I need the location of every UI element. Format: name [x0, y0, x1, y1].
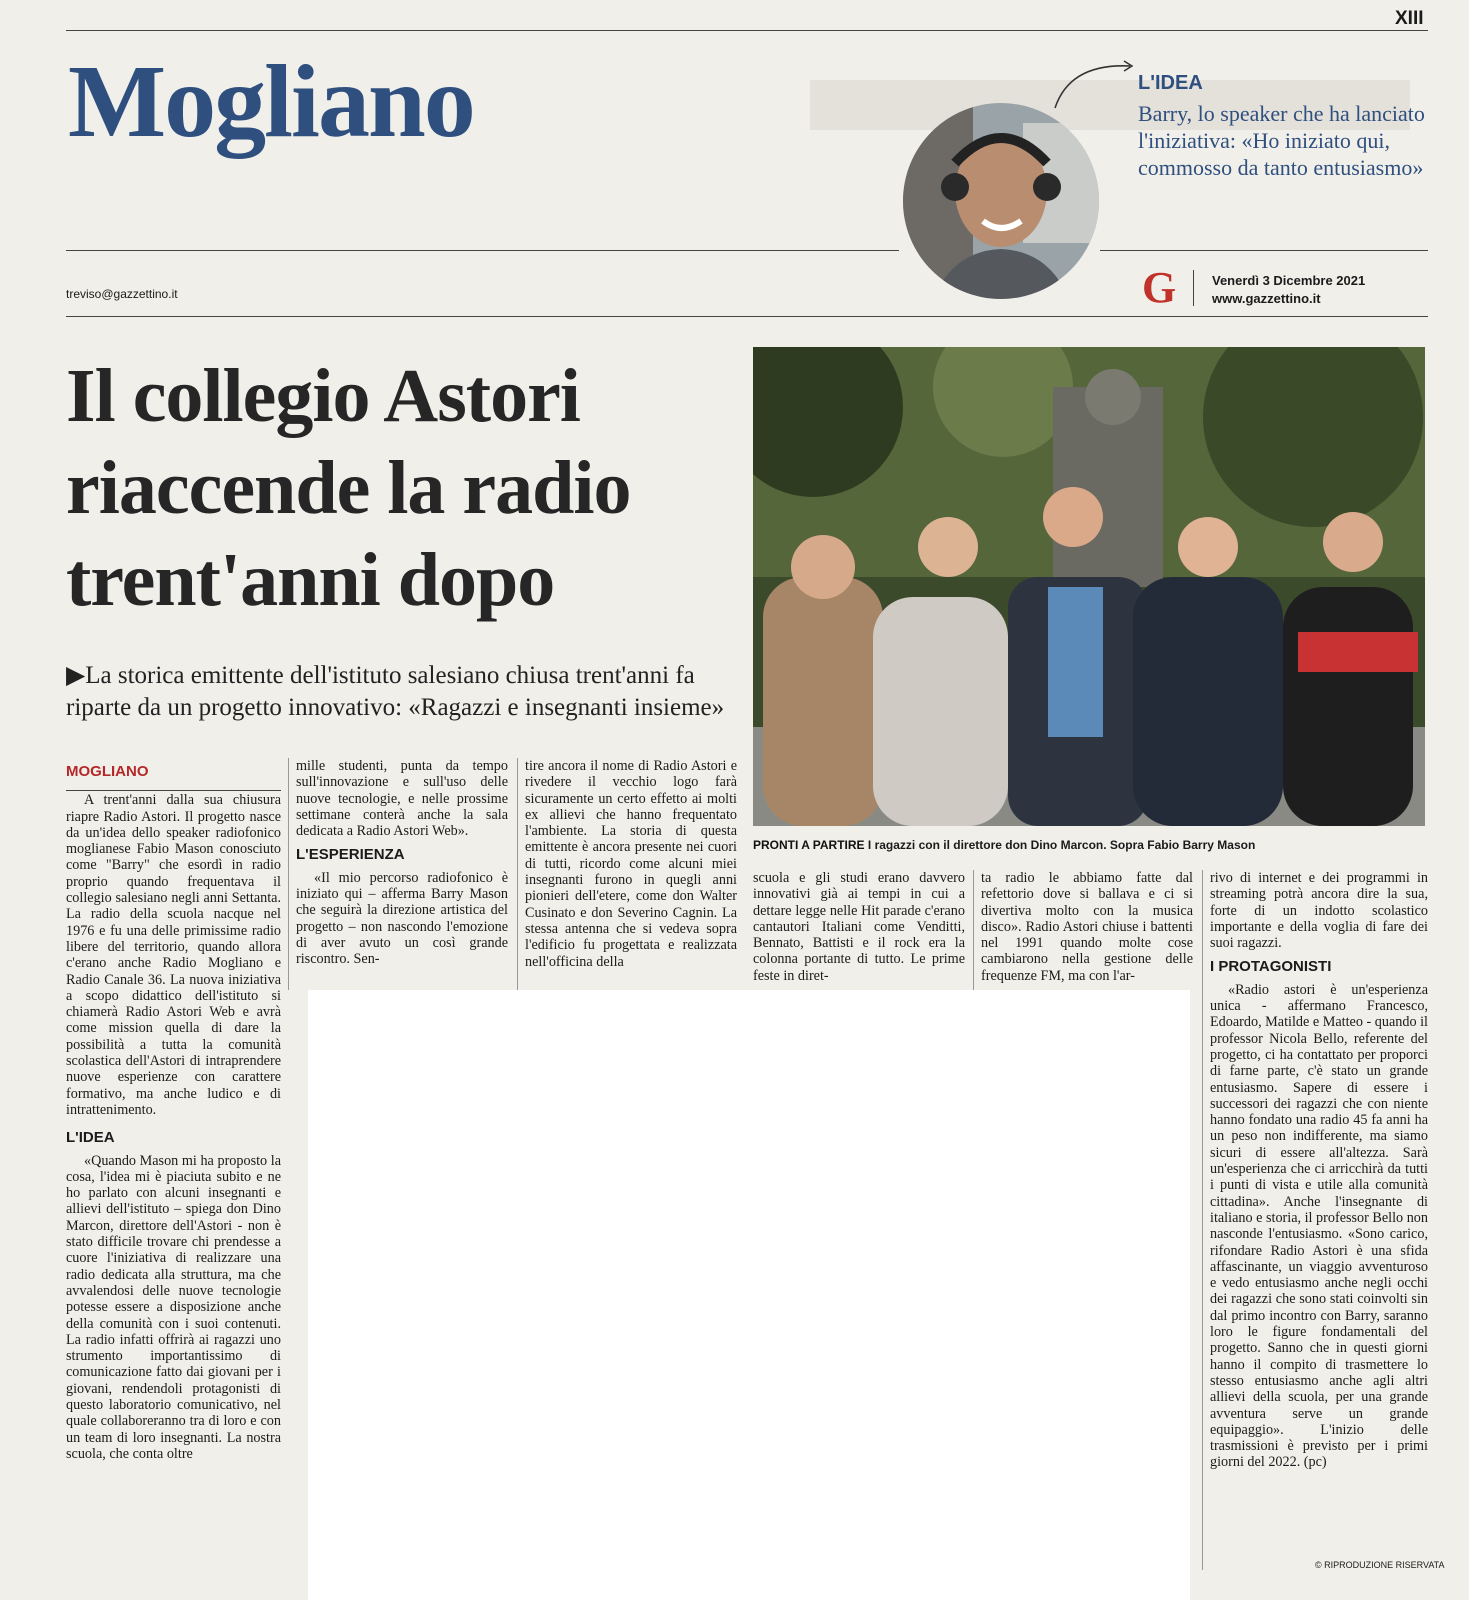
caption-text: I ragazzi con il direttore don Dino Marcon. Sopra Fabio Barry Mason [864, 838, 1256, 852]
dateline: MOGLIANO [66, 763, 149, 780]
sidebar-idea-text: Barry, lo speaker che ha lanciato l'iniziativa: «Ho iniziato qui, commosso da tanto entusiasmo» [1138, 101, 1425, 180]
issue-date: Venerdì 3 Dicembre 2021 [1212, 273, 1366, 288]
group-photo [753, 347, 1425, 826]
column-divider [1202, 870, 1203, 1570]
site-url[interactable]: www.gazzettino.it [1212, 291, 1321, 306]
col2-paragraph-2: «Il mio percorso radiofonico è iniziato qui – afferma Barry Mason che seguirà la direzione artistica del progetto – non nascondo l'emozione di aver avuto un così grande riscontro. Sen- [296, 869, 508, 968]
kicker-idea: L'IDEA [66, 1129, 115, 1147]
article-column-3 [525, 758, 737, 970]
col2-paragraph-1: mille studenti, punta da tempo sull'innovazione e sull'uso delle nuove tecnologie, e nelle prossime settimane conterà anche la sala dedicata a Radio Astori Web». [296, 758, 508, 840]
headline: Il collegio Astori riaccende la radio trent'anni dopo [66, 354, 631, 622]
speaker-portrait [903, 103, 1099, 299]
article-column-5 [981, 870, 1193, 984]
article-column-6 [1210, 870, 1428, 1471]
article-column-2 [296, 758, 508, 968]
logo-divider [1193, 270, 1194, 306]
article-column-1 [66, 764, 281, 1462]
column-divider [517, 758, 518, 990]
kicker-esperienza: L'ESPERIENZA [296, 846, 405, 864]
col1-paragraph-1: A trent'anni dalla sua chiusura riapre Radio Astori. Il progetto nasce da un'idea dello speaker radiofonico moglianese Fabio Mason conosciuto come "Barry" che esordì in radio proprio quando frequentava il collegio salesiano negli anni Settanta. La radio della scuola nacque nel 1976 e fu una delle primissime radio libere del territorio, quando allora c'erano anche Radio Mogliano e Radio Canale 36. La nuova iniziativa a scopo didattico dell'istituto si chiamerà Radio Astori Web e avrà come mission quella di dare la possibilità a tutta la comunità scolastica dell'Astori di intraprendere nuove esperienze con carattere formativo, ma anche ludico e di intrattenimento. [66, 792, 281, 1118]
photo-caption [753, 838, 1433, 852]
header-email[interactable]: treviso@gazzettino.it [66, 287, 178, 301]
blank-ad-area [308, 990, 1190, 1600]
col6-paragraph-1: rivo di internet e dei programmi in streaming potrà ancora dire la sua, forte di un indotto scolastico importante e della voglia di fare dei suoi ragazzi. [1210, 870, 1428, 952]
header-rule-left [66, 250, 899, 251]
column-divider [973, 870, 974, 990]
header-rule-bottom [66, 316, 1428, 317]
col4-paragraph-1: scuola e gli studi erano davvero innovativi già ai tempi in cui a dettare legge nelle Hit parade c'erano cantautori Italiani come Venditti, Bennato, Battisti e il rock era la colonna portante di tutto. Le prime feste in diret- [753, 870, 965, 984]
column-divider [288, 758, 289, 990]
section-title: Mogliano [68, 44, 474, 159]
header-rule-right [1100, 250, 1428, 251]
gazzettino-logo: G [1142, 263, 1177, 312]
caption-lead: PRONTI A PARTIRE [753, 838, 865, 852]
subheadline: ▶La storica emittente dell'istituto salesiano chiusa trent'anni fa riparte da un progetto innovativo: «Ragazzi e insegnanti insieme» [66, 662, 725, 721]
col1-paragraph-2: «Quando Mason mi ha proposto la cosa, l'idea mi è piaciuta subito e ne ho parlato con alcuni insegnanti e allievi dell'istituto – spiega don Dino Marcon, direttore dell'Astori - non è stato difficile trovare chi prendesse a cuore l'iniziativa di realizzare una radio dedicata alla struttura, ma che avvalendosi delle nuove tecnologie potesse essere a disposizione anche della comunità con i suoi contenuti. La radio infatti offrirà ai ragazzi uno strumento importantissimo di comunicazione fatto dai giovani per i giovani, rendendoli protagonisti di questo laboratorio comunicativo, nel quale collaboreranno tra di loro e con un team di loro insegnanti. La nostra scuola, che conta oltre [66, 1152, 281, 1462]
sidebar-idea-label: L'IDEA [1138, 72, 1203, 94]
col5-paragraph-1: ta radio le abbiamo fatte dal refettorio dove si ballava e ci si divertiva molto con la musica disco». Radio Astori chiuse i battenti nel 1991 quando molte cose cambiarono nella gestione delle frequenze FM, ma con l'ar- [981, 870, 1193, 984]
article-column-4 [753, 870, 965, 984]
col3-paragraph-1: tire ancora il nome di Radio Astori e rivedere il vecchio logo farà sicuramente un certo effetto ai molti ex allievi che hanno frequentato l'ambiente. La storia di questa emittente è ancora presente nei cuori di tutti, ricordo come alcuni miei insegnanti furono in quegli anni pionieri dell'etere, come don Walter Cusinato e don Severino Cagnin. La stessa antenna che si vedeva sopra l'edificio fu progettata e realizzata nell'officina della [525, 758, 737, 970]
kicker-protagonisti: I PROTAGONISTI [1210, 958, 1332, 976]
top-rule [66, 30, 1428, 31]
pointer-arrow-icon [1050, 58, 1140, 118]
copyright-notice: © RIPRODUZIONE RISERVATA [1315, 1560, 1445, 1570]
col6-paragraph-2: «Radio astori è un'esperienza unica - affermano Francesco, Edoardo, Matilde e Matteo - quando il professor Nicola Bello, referente del progetto, ci ha contattato per proporci di farne parte, c'è stato un grande entusiasmo. Sapere di essere i successori dei ragazzi che con niente hanno fondato una radio 45 fa anni ha un peso non indifferente, ma siamo sicuri di essere all'altezza. Sarà un'esperienza che ci arricchirà da tutti i punti di vista e utile alla comunità cittadina». Anche l'insegnante di italiano e storia, il professor Bello non nasconde l'entusiasmo. «Sono carico, rifondare Radio Astori è una sfida affascinante, un viaggio avventuroso e vedo entusiasmo anche negli occhi dei ragazzi che sono stati coinvolti sin dal primo incontro con Barry, saranno loro le figure fondamentali del progetto. Sanno che in questi giorni hanno il compito di trasmettere lo stesso entusiasmo anche agli altri allievi della scuola, per una grande avventura serve un grande equipaggio». L'inizio delle trasmissioni è previsto per i primi giorni del 2022. (pc) [1210, 981, 1428, 1471]
page-number: XIII [1395, 8, 1424, 29]
